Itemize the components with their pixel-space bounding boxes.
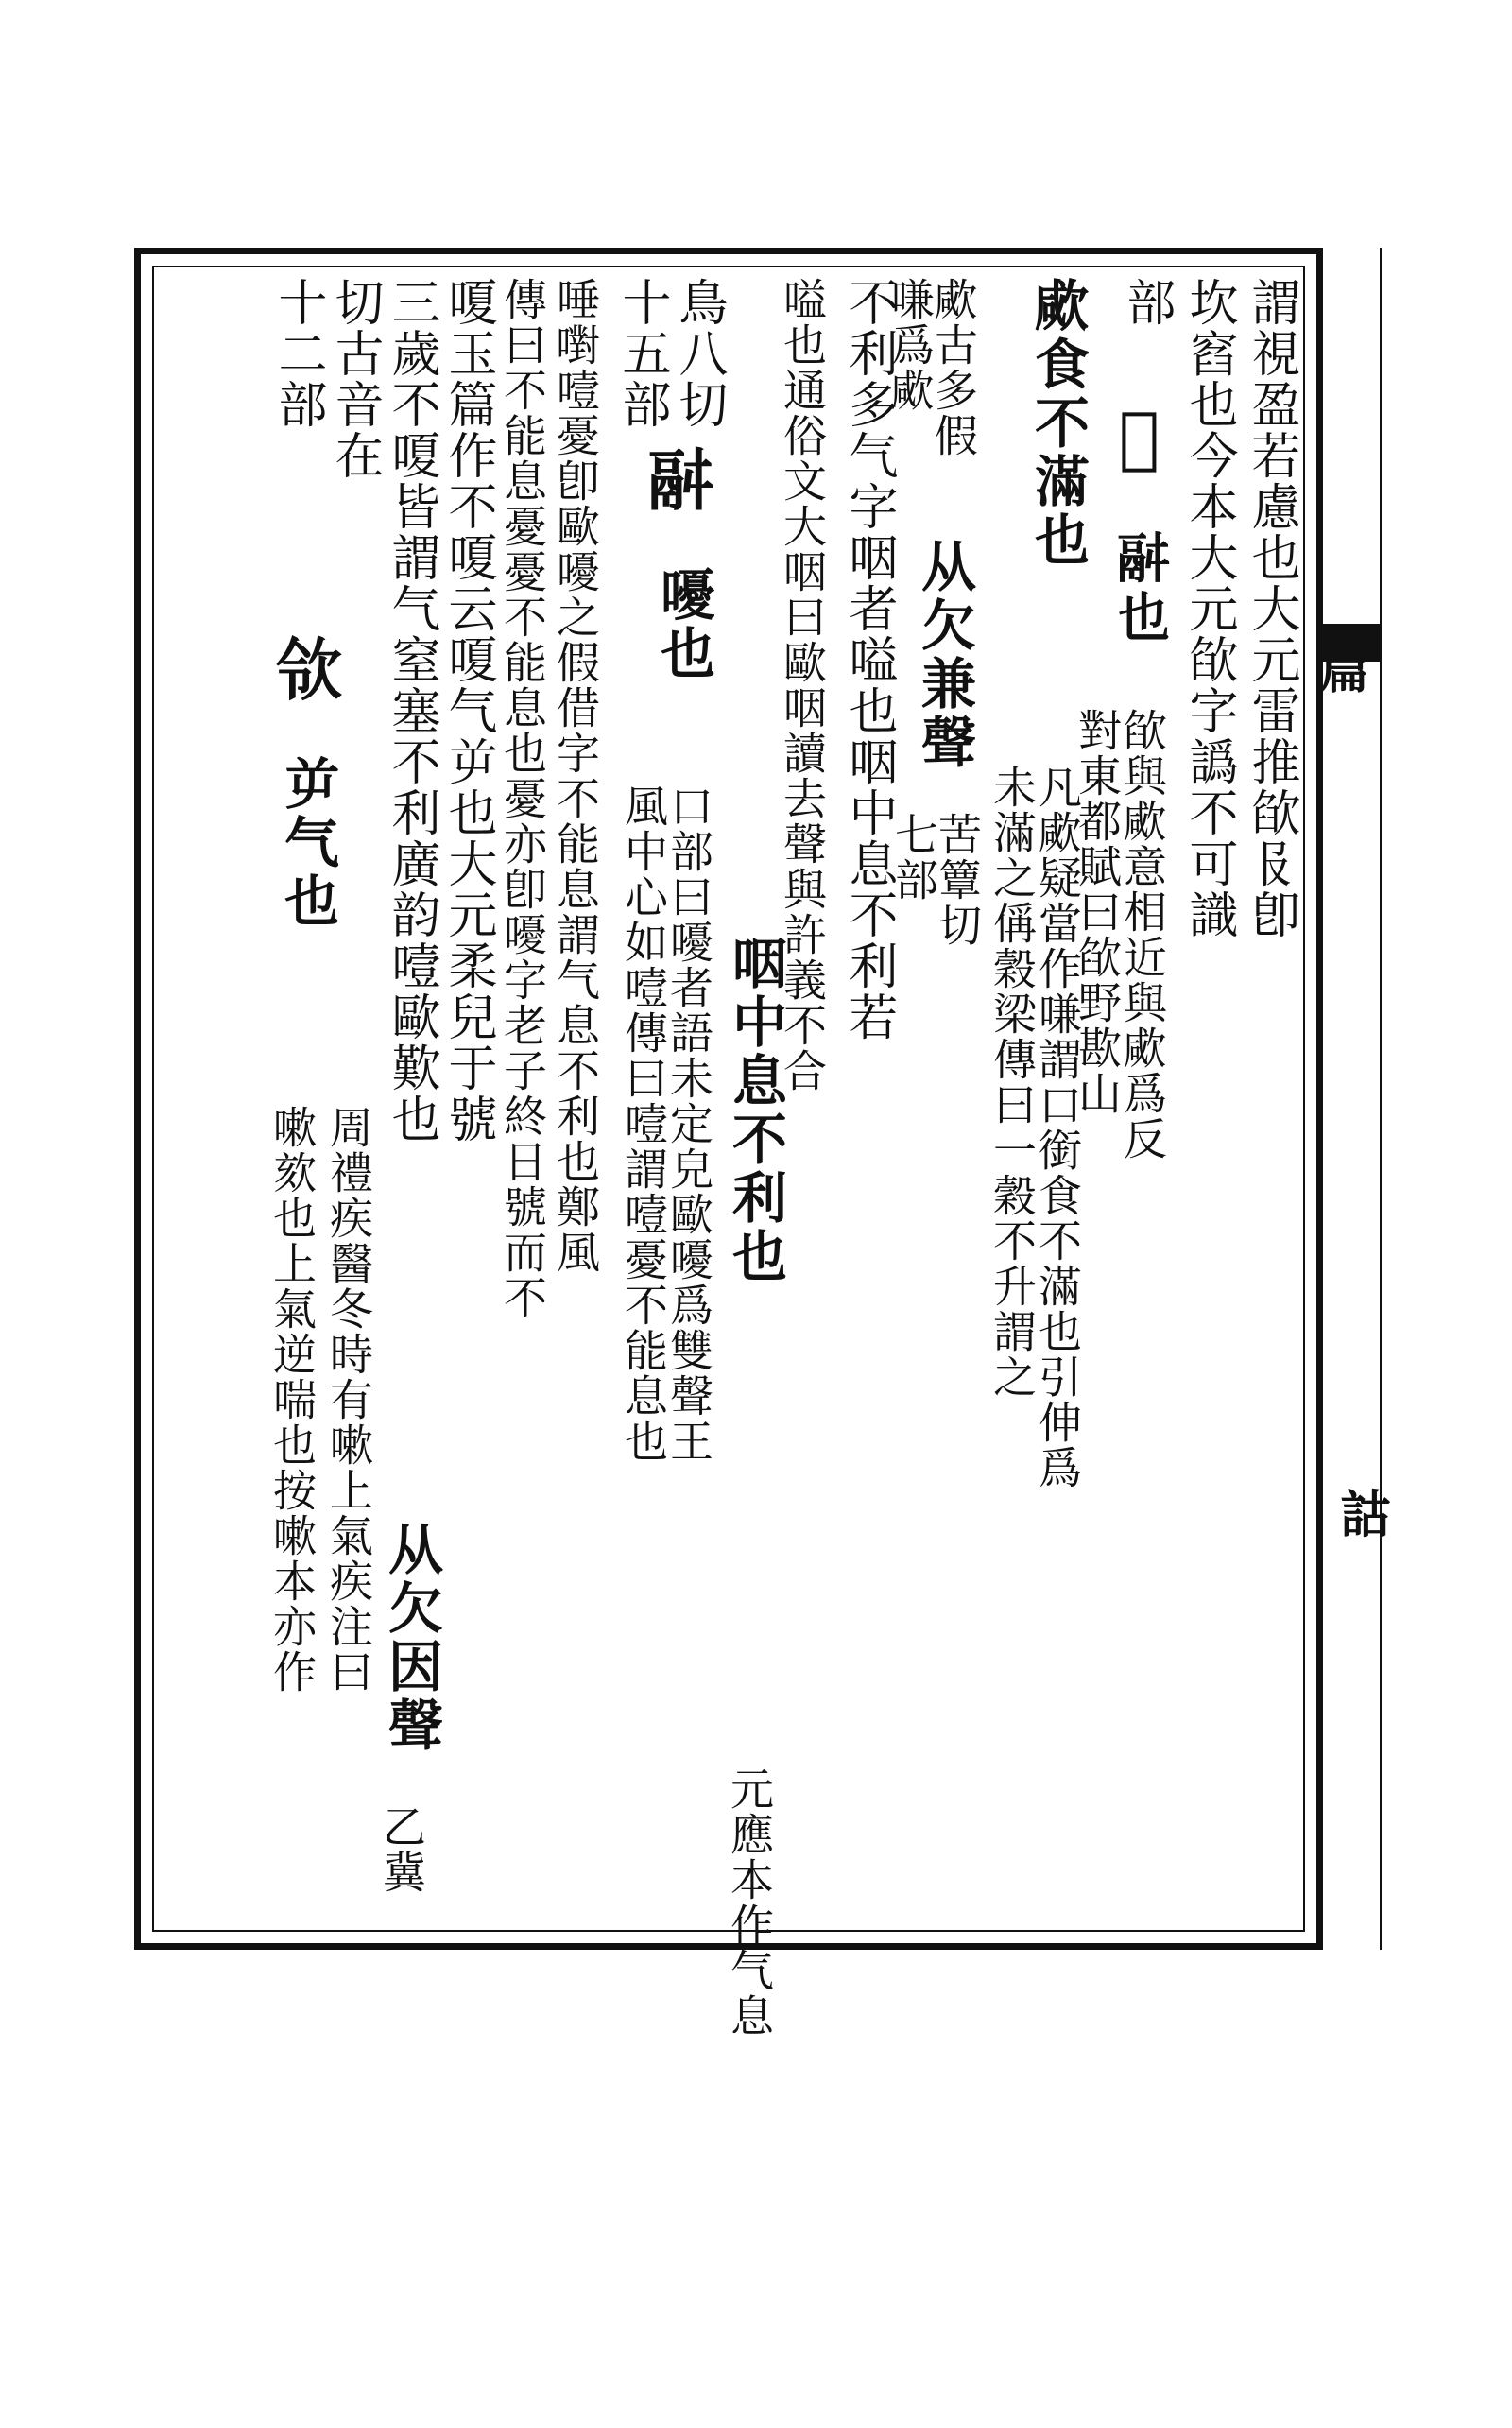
- text-column-6: 不利多气字咽者嗌也咽中息不利若: [840, 277, 897, 1042]
- text-column-8a: 鳥八切: [670, 277, 727, 430]
- fold-title: 篇: [1311, 643, 1371, 694]
- fold-edge: [1311, 248, 1382, 1950]
- headword-gloss-1: 𩰫也: [1110, 528, 1175, 646]
- text-column-8b: 十五部: [613, 277, 670, 430]
- text-column-4b: 未滿之偁穀梁傳曰一穀不升謂之: [987, 765, 1038, 1400]
- text-column-1: 謂視盈若慮也大元雷推欿𠬝卽: [1243, 277, 1299, 940]
- text-column-5c: 从欠兼聲: [912, 538, 976, 772]
- text-column-8d: 風中心如噎傳曰噎謂噎憂不能息也: [618, 784, 669, 1464]
- text-column-2: 坎窞也今本大元欿字譌不可識: [1180, 277, 1237, 940]
- headword-gloss-4: 嚘也: [651, 566, 715, 683]
- text-column-13d: 嗽欬也上氣逆喘也按嗽本亦作: [266, 1105, 318, 1695]
- text-column-8c: 口部曰嚘者語未定皃歐嚘爲雙聲王: [663, 784, 714, 1464]
- text-column-5e: 七部: [888, 812, 939, 903]
- text-column-3a: 部: [1118, 277, 1175, 328]
- text-column-5a: 㰹古多假: [928, 277, 979, 458]
- text-column-5b: 嗛爲㰹: [885, 277, 936, 413]
- text-column-7: 嗌也通俗文大咽曰歐咽讀去聲與許義不合: [777, 277, 828, 1093]
- text-column-11: 嗄玉篇作不嗄云嗄气屰也大元柔兒于號: [439, 277, 496, 1145]
- seal-character-2: 𩰫: [640, 443, 720, 511]
- text-column-10: 傳曰不能息憂憂不能息也憂亦卽嚘字老子終日號而不: [497, 277, 548, 1320]
- text-column-3b: 欿與㰹意相近與㰹爲反: [1117, 708, 1168, 1162]
- headword-gloss-5: 屰气也: [275, 755, 339, 931]
- headword-gloss-2: 㰹食不滿也: [1025, 277, 1090, 570]
- boxed-note: 元應本作气息: [724, 1766, 775, 2039]
- text-column-12c: 乙冀: [376, 1804, 427, 1895]
- text-column-13b: 十二部: [269, 277, 326, 430]
- text-frame: [134, 248, 1323, 2039]
- text-column-3c: 對東都賦曰欿野歁山: [1072, 708, 1123, 1116]
- text-column-13a: 切古音在: [326, 277, 383, 481]
- headword-gloss-3: 咽中息不利也: [723, 935, 787, 1286]
- text-column-12b: 从欠因聲: [379, 1521, 443, 1755]
- text-column-9: 唾嚉噎憂卽歐嚘之假借字不能息謂气息不利也鄭風: [550, 277, 601, 1275]
- seal-character-3: 𣢝: [267, 632, 348, 700]
- text-column-4a: 凡㰹疑當作嗛謂口銜食不滿也引伸爲: [1032, 765, 1083, 1490]
- text-column-13c: 周禮疾醫冬時有嗽上氣疾注曰: [323, 1105, 374, 1695]
- text-column-12: 三歲不嗄皆謂气窒塞不利廣韵噎歐歎也: [383, 277, 439, 1145]
- text-column-5d: 苦簟切: [932, 812, 983, 948]
- seal-character-1: 𣤛: [1099, 396, 1179, 476]
- fold-mark: 詁: [1340, 1484, 1391, 1544]
